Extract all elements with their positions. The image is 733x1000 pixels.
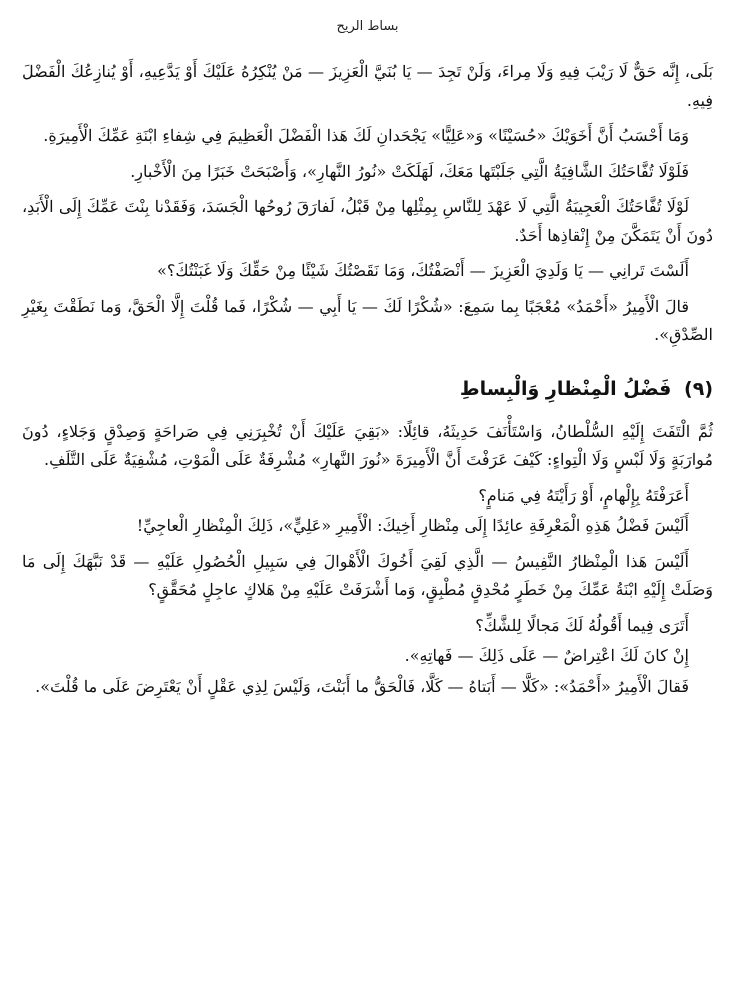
section-number: (٩)	[684, 377, 713, 400]
paragraph: أَلَسْتَ تَرانِي — يَا وَلَدِيَ الْعَزِيزَ — أَنْصَفْتُكَ، وَمَا نَقَصْتُكَ شَيْئًا مِنْ حَقِّكَ وَلَا غَبَنْتُكَ؟»	[157, 261, 689, 280]
section-title: فَضْلُ الْمِنْظارِ وَالْبِساطِ	[459, 377, 672, 400]
paragraph: إِنْ كانَ لَكَ اعْتِراضٌ — عَلَى ذَلِكَ — فَهاتِهِ».	[404, 646, 689, 665]
paragraph: لَوْلَا تُفَّاحَتُكَ الْعَجِيبَةُ الَّتِي لَا عَهْدَ لِلنَّاسِ بِمِثْلِها مِنْ قَبْلُ، لَفارَقَ رُوحُها الْجَسَدَ، وَفَقَدْنا بِنْتَ عَمِّكَ إِلَى الْأَبَدِ، دُونَ أَنْ يَتَمَكَّنَ مِنْ إِنْقاذِها أَحَدٌ.	[22, 197, 713, 245]
paragraph: أَلَيْسَ فَضْلُ هَذِهِ الْمَعْرِفَةِ عائِدًا إِلَى مِنْظارِ أَخِيكَ: الْأَمِيرِ «عَلِيٍّ»، ذَلِكَ الْمِنْظارِ الْعاجِيِّ!	[136, 516, 689, 535]
section-one	[22, 58, 713, 350]
paragraph: فَقالَ الْأَمِيرُ «أَحْمَدُ»: «كَلَّا — أَبَتاهُ — كَلَّا، فَالْحَقُّ ما أَبَنْتَ، وَلَيْسَ لِذِي عَقْلٍ أَنْ يَعْتَرِضَ عَلَى ما قُلْتَ».	[35, 676, 689, 696]
paragraph: وَمَا أَحْسَبُ أَنَّ أَخَوَيْكَ «حُسَيْنًا» وَ«عَلِيًّا» يَجْحَدانِ لَكَ هَذا الْفَضْلَ الْعَظِيمَ فِي شِفاءِ ابْنَةِ عَمِّكَ الْأَمِيرَةِ.	[43, 126, 689, 145]
running-header: بساط الريح	[336, 19, 399, 34]
paragraph: قالَ الْأَمِيرُ «أَحْمَدُ» مُعْجَبًا بِما سَمِعَ: «شُكْرًا لَكَ — يَا أَبِي — شُكْرًا، فَما قُلْتَ إِلَّا الْحَقَّ، وَما نَطَقْتَ بِغَيْرِ الصِّدْقِ».	[22, 296, 713, 344]
paragraph: أَعَرَفْتَهُ بِإِلْهامٍ، أَوْ رَأَيْتَهُ فِي مَنامٍ؟	[478, 485, 689, 505]
section-two	[22, 418, 713, 702]
paragraph: فَلَوْلَا تُفَّاحَتُكَ الشَّافِيَةُ الَّتِي جَلَبْتَها مَعَكَ، لَهَلَكَتْ «نُورُ النَّهارِ»، وَأَصْبَحَتْ خَبَرًا مِنَ الْأَخْبارِ.	[130, 161, 689, 181]
section-heading	[22, 374, 713, 404]
paragraph: أَتَرَى فِيما أَقُولُهُ لَكَ مَجالًا لِلشَّكِّ؟	[475, 615, 689, 635]
paragraph: ثُمَّ الْتَفَتَ إِلَيْهِ السُّلْطانُ، وَاسْتَأْنَفَ حَدِيثَهُ، قائِلًا: «بَقِيَ عَلَيْكَ أَنْ تُخْبِرَنِي فِي صَراحَةٍ وَصِدْقٍ وَجَلاءٍ، دُونَ مُوارَبَةٍ وَلَا لَبْسٍ وَلَا الْتِواءٍ: كَيْفَ عَرَفْتَ أَنَّ الْأَمِيرَةَ «نُورَ النَّهارِ» مُشْرِفَةٌ عَلَى الْمَوْتِ، مُشْفِيَةٌ عَلَى التَّلَفِ.	[22, 421, 713, 469]
paragraph: بَلَى، إِنَّه حَقٌّ لَا رَيْبَ فِيهِ وَلَا مِراءَ، وَلَنْ تَجِدَ — يَا بُنَيَّ الْعَزِيزَ — مَنْ يُنْكِرُهُ عَلَيْكَ أَوْ يَدَّعِيهِ، أَوْ يُنازِعُكَ الْفَضْلَ فِيهِ.	[22, 62, 713, 110]
paragraph: أَلَيْسَ هَذا الْمِنْظارُ النَّفِيسُ — الَّذِي لَقِيَ أَخُوكَ الْأَهْوالَ فِي سَبِيلِ الْحُصُولِ عَلَيْهِ — قَدْ نَبَّهَكَ إِلَى مَا وَصَلَتْ إِلَيْهِ ابْنَةُ عَمِّكَ مِنْ خَطَرٍ مُحْدِقٍ مُطْبِقٍ، وَما أَشْرَفَتْ عَلَيْهِ مِنْ هَلاكٍ عاجِلٍ مُحَقَّقٍ؟	[22, 551, 713, 599]
